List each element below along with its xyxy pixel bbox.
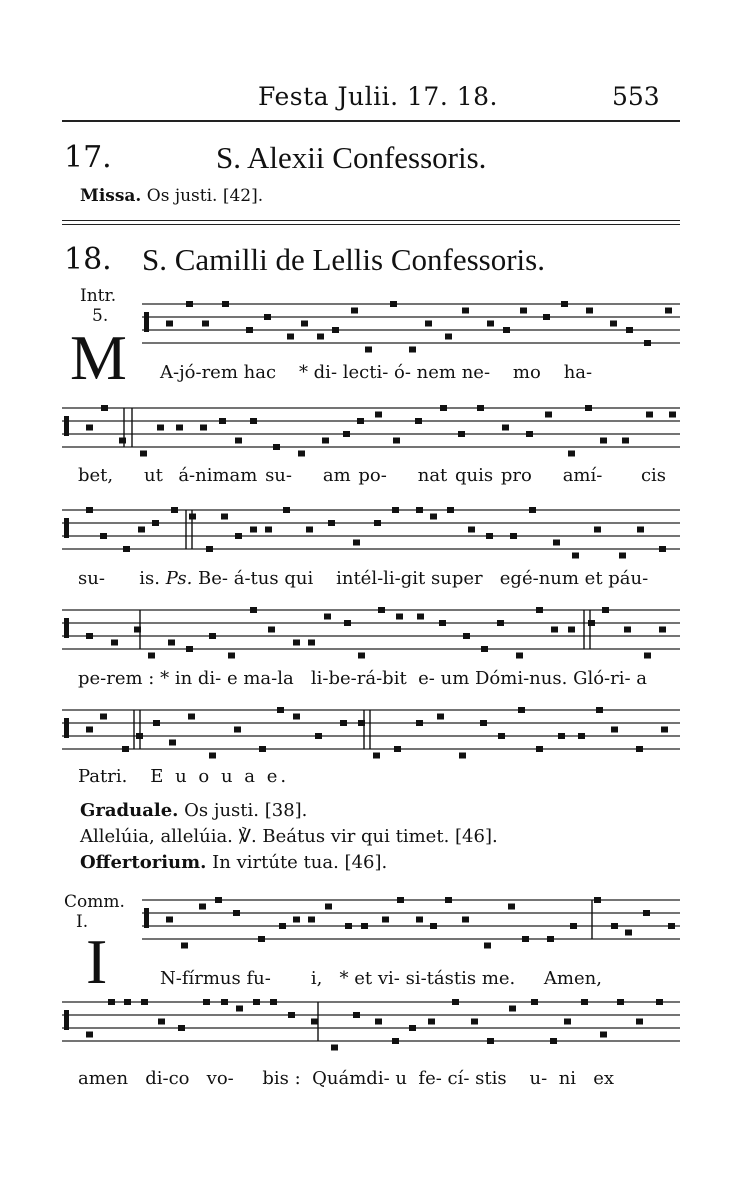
- neume: [437, 714, 444, 720]
- lyric-syllables: vo-: [206, 1068, 234, 1089]
- neume: [447, 507, 454, 513]
- lyric-syllables: Gló-ri- a: [573, 668, 648, 689]
- neume: [520, 308, 527, 314]
- neume: [375, 412, 382, 418]
- feast-17-missa: [80, 186, 263, 206]
- lyric-syllables: di-co: [145, 1068, 190, 1089]
- lyric-syllables: i,: [310, 968, 323, 989]
- neume: [166, 917, 173, 923]
- lyric-syllables: Patri.: [78, 766, 128, 787]
- neume: [287, 334, 294, 340]
- offertorium-text: In virtúte tua. [46].: [212, 852, 388, 873]
- neume: [578, 733, 585, 739]
- neume: [186, 646, 193, 652]
- staff-5: [0, 704, 750, 764]
- neume: [661, 727, 668, 733]
- neume: [152, 520, 159, 526]
- feast-18-number: 18.: [64, 242, 112, 277]
- neume: [209, 753, 216, 759]
- neume: [550, 1038, 557, 1044]
- neume: [101, 405, 108, 411]
- lyric-syllables: mo: [512, 362, 541, 383]
- lyric-syllables: u-: [529, 1068, 548, 1089]
- neume: [344, 620, 351, 626]
- neume: [468, 527, 475, 533]
- neume: [417, 614, 424, 620]
- neume: [487, 321, 494, 327]
- clef-mark: [64, 518, 69, 538]
- neume: [551, 627, 558, 633]
- neume: [392, 1038, 399, 1044]
- neume: [234, 727, 241, 733]
- neume: [561, 301, 568, 307]
- neume: [219, 418, 226, 424]
- neume: [119, 438, 126, 444]
- neume: [543, 314, 550, 320]
- neume: [600, 1032, 607, 1038]
- lyric-syllables: Quámdi- u: [312, 1068, 407, 1089]
- neume: [353, 1012, 360, 1018]
- neume: [258, 936, 265, 942]
- running-header: [0, 78, 750, 118]
- neume: [250, 527, 257, 533]
- lyric-syllables: li-be-rá-bit: [310, 668, 407, 689]
- neume: [610, 321, 617, 327]
- neume: [259, 746, 266, 752]
- neume: [536, 746, 543, 752]
- neume: [669, 412, 676, 418]
- lyric-syllables: bis :: [262, 1068, 301, 1089]
- neume: [188, 714, 195, 720]
- neume: [311, 1019, 318, 1025]
- neume: [462, 917, 469, 923]
- neume: [568, 627, 575, 633]
- neume: [428, 1019, 435, 1025]
- neume: [643, 910, 650, 916]
- neume: [463, 633, 470, 639]
- neume: [416, 720, 423, 726]
- neume: [253, 999, 260, 1005]
- neume: [459, 753, 466, 759]
- neume: [588, 620, 595, 626]
- lyric-syllables: A-jó-rem hac: [160, 362, 277, 383]
- introit-label: Intr.: [80, 286, 117, 306]
- neume: [600, 438, 607, 444]
- neume: [487, 1038, 494, 1044]
- lyric-syllables: Be- á-tus qui: [198, 568, 314, 589]
- neume: [308, 640, 315, 646]
- neume: [328, 520, 335, 526]
- staff-1: [0, 298, 750, 358]
- neume: [322, 438, 329, 444]
- neume: [181, 943, 188, 949]
- neume: [619, 553, 626, 559]
- neume: [235, 533, 242, 539]
- running-title: Festa Julii. 17. 18.: [258, 82, 498, 111]
- neume: [516, 653, 523, 659]
- neume: [594, 527, 601, 533]
- section-rule-2: [62, 224, 680, 225]
- feast-17-number: 17.: [64, 140, 112, 175]
- clef-mark: [144, 908, 149, 928]
- lyric-syllables: intél-li-git super: [336, 568, 483, 589]
- neume: [564, 1019, 571, 1025]
- staff-7: [0, 996, 750, 1056]
- neume: [250, 607, 257, 613]
- neume: [486, 533, 493, 539]
- neume: [510, 533, 517, 539]
- alleluia-rubric: [80, 826, 498, 847]
- neume: [572, 553, 579, 559]
- neume: [166, 321, 173, 327]
- neume: [445, 334, 452, 340]
- neume: [358, 653, 365, 659]
- neume: [602, 607, 609, 613]
- communion-mode: I.: [76, 912, 89, 932]
- neume: [624, 627, 631, 633]
- neume: [100, 533, 107, 539]
- neume: [358, 720, 365, 726]
- section-rule-1: [62, 220, 680, 221]
- feast-17-title: S. Alexii Confessoris.: [216, 140, 487, 175]
- neume: [375, 1019, 382, 1025]
- comm-lyric-line-2: [78, 1068, 614, 1089]
- neume: [625, 930, 632, 936]
- neume: [480, 720, 487, 726]
- neume: [86, 727, 93, 733]
- neume: [171, 507, 178, 513]
- lyric-syllables: á-nimam su-: [178, 465, 292, 486]
- neume: [215, 897, 222, 903]
- neume: [148, 653, 155, 659]
- neume: [169, 740, 176, 746]
- neume: [293, 917, 300, 923]
- neume: [124, 999, 131, 1005]
- lyric-syllables: bet,: [78, 465, 114, 486]
- neume: [221, 999, 228, 1005]
- lyric-line-3: [78, 568, 648, 589]
- neume: [273, 444, 280, 450]
- lyric-syllables: * di- lecti- ó- nem ne-: [298, 362, 491, 383]
- psalm-abbrev: Ps.: [165, 568, 193, 589]
- neume: [594, 897, 601, 903]
- neume: [471, 1019, 478, 1025]
- neume: [581, 999, 588, 1005]
- page-number: 553: [612, 82, 660, 111]
- neume: [331, 1045, 338, 1051]
- neume: [345, 923, 352, 929]
- neume: [430, 923, 437, 929]
- neume: [351, 308, 358, 314]
- neume: [378, 607, 385, 613]
- neume: [246, 327, 253, 333]
- clef-mark: [144, 312, 149, 332]
- neume: [409, 1025, 416, 1031]
- neume: [122, 746, 129, 752]
- lyric-syllables: egé-num et páu-: [499, 568, 649, 589]
- neume: [209, 633, 216, 639]
- neume: [656, 999, 663, 1005]
- neume: [445, 897, 452, 903]
- clef-mark: [64, 1010, 69, 1030]
- neume: [636, 1019, 643, 1025]
- neume: [668, 923, 675, 929]
- neume: [153, 720, 160, 726]
- neume: [283, 507, 290, 513]
- neume: [343, 431, 350, 437]
- lyric-syllables: amen: [78, 1068, 129, 1089]
- neume: [522, 936, 529, 942]
- neume: [235, 438, 242, 444]
- neume: [659, 546, 666, 552]
- neume: [665, 308, 672, 314]
- neume: [233, 910, 240, 916]
- alleluia-text: Allelúia, allelúia. ℣. Beátus vir qui timet. [46].: [80, 826, 498, 847]
- neume: [157, 425, 164, 431]
- neume: [200, 425, 207, 431]
- neume: [277, 707, 284, 713]
- neume: [568, 451, 575, 457]
- neume: [202, 321, 209, 327]
- neume: [264, 314, 271, 320]
- neume: [301, 321, 308, 327]
- neume: [415, 418, 422, 424]
- staff-3: [0, 504, 750, 564]
- neume: [308, 917, 315, 923]
- neume: [503, 327, 510, 333]
- neume: [498, 733, 505, 739]
- lyric-syllables: * in di- e ma-la: [160, 668, 294, 689]
- neume: [199, 904, 206, 910]
- neume: [416, 917, 423, 923]
- introit-mode: 5.: [92, 306, 109, 326]
- lyric-line-5: [78, 766, 289, 787]
- neume: [396, 614, 403, 620]
- neume: [497, 620, 504, 626]
- neume: [416, 507, 423, 513]
- communion-label: Comm.: [64, 892, 125, 912]
- neume: [340, 720, 347, 726]
- neume: [553, 540, 560, 546]
- lyric-syllables: su-: [78, 568, 105, 589]
- neume: [425, 321, 432, 327]
- neume: [111, 640, 118, 646]
- lyric-syllables: amí-: [562, 465, 603, 486]
- lyric-syllables: Amen,: [543, 968, 602, 989]
- neume: [250, 418, 257, 424]
- neume: [637, 527, 644, 533]
- neume: [636, 746, 643, 752]
- neume: [558, 733, 565, 739]
- neume: [206, 546, 213, 552]
- graduale-text: Os justi. [38].: [184, 800, 308, 821]
- lyric-syllables: N-fírmus fu-: [160, 968, 271, 989]
- lyric-line-2: [78, 465, 666, 486]
- communion-initial: I: [86, 926, 108, 997]
- neume: [265, 527, 272, 533]
- neume: [586, 308, 593, 314]
- neume: [531, 999, 538, 1005]
- neume: [189, 514, 196, 520]
- staff-4: [0, 604, 750, 664]
- neume: [270, 999, 277, 1005]
- lyric-syllables: cis: [640, 465, 667, 486]
- neume: [86, 1032, 93, 1038]
- neume: [279, 923, 286, 929]
- neume: [221, 514, 228, 520]
- neume: [382, 917, 389, 923]
- neume: [394, 746, 401, 752]
- header-rule: [62, 120, 680, 122]
- neume: [397, 897, 404, 903]
- clef-mark: [64, 416, 69, 436]
- neume: [228, 653, 235, 659]
- neume: [138, 527, 145, 533]
- neume: [508, 904, 515, 910]
- neume: [361, 923, 368, 929]
- neume: [168, 640, 175, 646]
- lyric-line-4: [78, 668, 647, 689]
- neume: [306, 527, 313, 533]
- neume: [123, 546, 130, 552]
- neume: [393, 438, 400, 444]
- neume: [365, 347, 372, 353]
- neume: [203, 999, 210, 1005]
- neume: [596, 707, 603, 713]
- neume: [502, 425, 509, 431]
- lyric-syllables: pe-rem :: [78, 668, 155, 689]
- neume: [353, 540, 360, 546]
- neume: [158, 1019, 165, 1025]
- neume: [644, 340, 651, 346]
- lyric-syllables: * et vi- si-tástis me.: [339, 968, 516, 989]
- neume: [186, 301, 193, 307]
- neume: [545, 412, 552, 418]
- neume: [86, 507, 93, 513]
- neume: [477, 405, 484, 411]
- neume: [481, 646, 488, 652]
- neume: [611, 923, 618, 929]
- neume: [176, 425, 183, 431]
- neume: [611, 727, 618, 733]
- neume: [140, 451, 147, 457]
- graduale-label: Graduale.: [80, 800, 179, 821]
- neume: [484, 943, 491, 949]
- neume: [547, 936, 554, 942]
- clef-mark: [64, 618, 69, 638]
- lyric-line-1: [160, 362, 592, 383]
- neume: [462, 308, 469, 314]
- neume: [646, 412, 653, 418]
- clef-mark: [64, 718, 69, 738]
- neume: [526, 431, 533, 437]
- lyric-syllables: am po-: [322, 465, 387, 486]
- missa-label: Missa.: [80, 186, 142, 206]
- graduale-rubric: [80, 800, 307, 821]
- neume: [222, 301, 229, 307]
- lyric-syllables: ex: [593, 1068, 615, 1089]
- neume: [585, 405, 592, 411]
- neume: [236, 1006, 243, 1012]
- neume: [439, 620, 446, 626]
- neume: [536, 607, 543, 613]
- lyric-syllables: ni: [558, 1068, 577, 1089]
- neume: [324, 614, 331, 620]
- neume: [86, 633, 93, 639]
- neume: [268, 627, 275, 633]
- euouae: E u o u a e.: [150, 766, 290, 787]
- neume: [390, 301, 397, 307]
- neume: [529, 507, 536, 513]
- comm-lyric-line-1: [160, 968, 602, 989]
- neume: [373, 753, 380, 759]
- neume: [136, 733, 143, 739]
- lyric-syllables: nat quis pro: [417, 465, 532, 486]
- neume: [100, 714, 107, 720]
- lyric-syllables: ut: [144, 465, 163, 486]
- neume: [108, 999, 115, 1005]
- introit-initial: M: [70, 322, 127, 393]
- neume: [626, 327, 633, 333]
- neume: [518, 707, 525, 713]
- feast-18-title: S. Camilli de Lellis Confessoris.: [142, 242, 545, 277]
- lyric-syllables: fe- cí- stis: [418, 1068, 507, 1089]
- neume: [134, 627, 141, 633]
- neume: [298, 451, 305, 457]
- offertorium-rubric: [80, 852, 387, 873]
- neume: [452, 999, 459, 1005]
- neume: [458, 431, 465, 437]
- lyric-syllables: e- um Dómi-nus.: [418, 668, 568, 689]
- neume: [430, 514, 437, 520]
- neume: [293, 640, 300, 646]
- neume: [570, 923, 577, 929]
- neume: [288, 1012, 295, 1018]
- neume: [374, 520, 381, 526]
- neume: [357, 418, 364, 424]
- neume: [317, 334, 324, 340]
- neume: [659, 627, 666, 633]
- offertorium-label: Offertorium.: [80, 852, 207, 873]
- lyric-syllables: is.: [139, 568, 160, 589]
- neume: [409, 347, 416, 353]
- neume: [293, 714, 300, 720]
- staff-2: [0, 402, 750, 462]
- neume: [178, 1025, 185, 1031]
- neume: [617, 999, 624, 1005]
- neume: [332, 327, 339, 333]
- neume: [315, 733, 322, 739]
- neume: [392, 507, 399, 513]
- neume: [325, 904, 332, 910]
- neume: [141, 999, 148, 1005]
- neume: [509, 1006, 516, 1012]
- neume: [622, 438, 629, 444]
- neume: [440, 405, 447, 411]
- lyric-syllables: ha-: [563, 362, 593, 383]
- neume: [86, 425, 93, 431]
- missa-text: Os justi. [42].: [146, 186, 264, 206]
- neume: [644, 653, 651, 659]
